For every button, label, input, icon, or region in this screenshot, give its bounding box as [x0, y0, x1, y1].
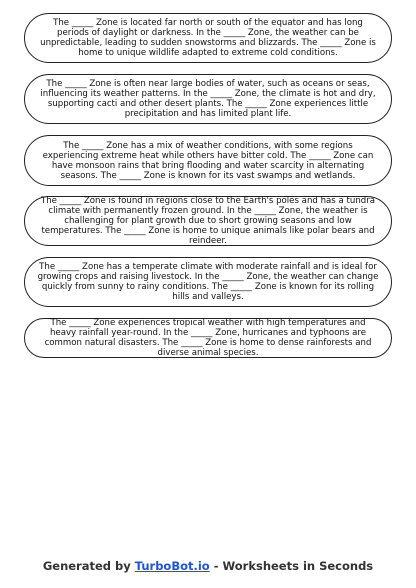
question-text-2: The _____ Zone is often near large bodies of water, such as oceans or seas, influencing its weather patterns. In the _____ Zone, the climate is hot and dry, supporting cacti and other desert plants. The _____ Zone experiences little precipitation and has limited plant life. [40, 79, 376, 119]
question-card-4 [24, 196, 392, 246]
question-text-4: The _____ Zone is found in regions close to the Earth's poles and has a tundra climate with permanently frozen ground. In the _____ Zone, the weather is challenging for plant growth due to short growing seasons and low temperatures. The _____ Zone is home to unique animals like polar bears and reindeer. [40, 196, 376, 246]
question-text-1: The _____ Zone is located far north or south of the equator and has long periods of daylight or darkness. In the _____ Zone, the weather can be unpredictable, leading to sudden snowstorms and blizzards. The _____ Zone is home to unique wildlife adapted to extreme cold conditions. [40, 18, 376, 58]
question-text-5: The _____ Zone has a temperate climate with moderate rainfall and is ideal for growing crops and raising livestock. In the _____ Zone, the weather can change quickly from sunny to rainy conditions. The _____ Zone is known for its rolling hills and valleys. [37, 262, 379, 302]
question-text-3: The _____ Zone has a mix of weather conditions, with some regions experiencing extreme heat while others have bitter cold. The _____ Zone can have monsoon rains that bring flooding and water scarcity in alternating seasons. The _____ Zone is known for its vast swamps and wetlands. [42, 140, 374, 181]
footer-brand-link[interactable]: TurboBot.io [134, 559, 210, 573]
question-card-3 [24, 135, 392, 186]
question-card-1 [24, 13, 392, 63]
question-card-2 [24, 74, 392, 124]
question-text-6: The _____ Zone experiences tropical weather with high temperatures and heavy rainfall year-round. In the _____ Zone, hurricanes and typhoons are common natural disasters. The _____ Zone is home to dense rainforests and diverse animal species. [44, 318, 372, 358]
question-card-6 [24, 318, 392, 358]
footer-suffix: - Worksheets in Seconds [209, 559, 374, 573]
footer [0, 559, 416, 573]
question-card-5 [24, 257, 392, 307]
footer-prefix: Generated by [42, 559, 135, 573]
